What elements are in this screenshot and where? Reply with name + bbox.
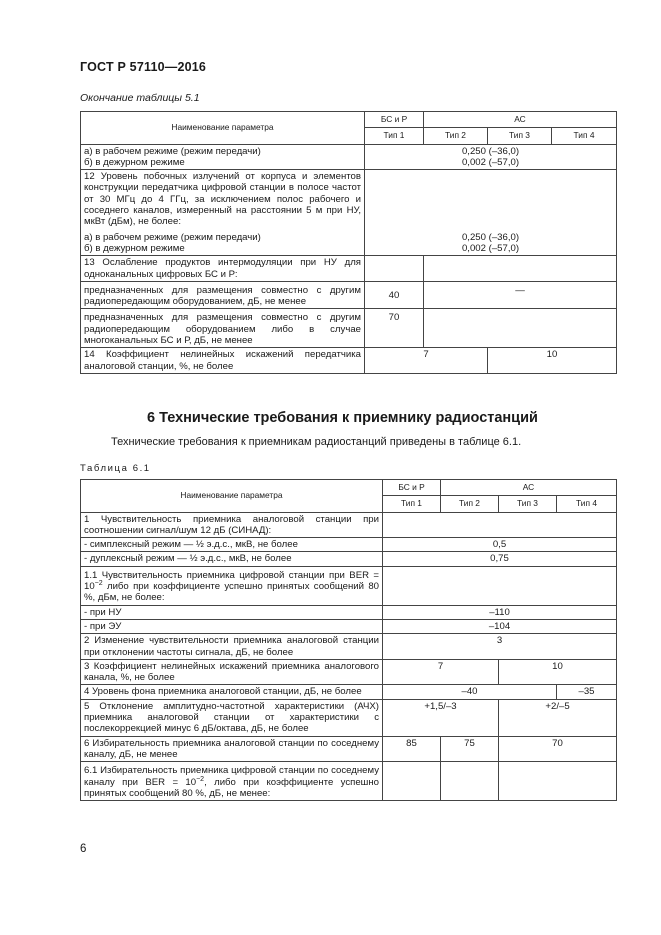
- row12-value-b: 0,002 (–57,0): [461, 242, 520, 254]
- row6-type2: 75: [441, 736, 499, 762]
- table-row: [81, 348, 617, 374]
- row13-sub1-as: —: [424, 281, 617, 309]
- table-row: [81, 512, 617, 538]
- row11-nu-label: - при НУ: [81, 605, 383, 619]
- row6-type1: 85: [383, 736, 441, 762]
- row6-type34: 70: [499, 736, 617, 762]
- row12-text: 12 Уровень побочных излучений от корпуса и элементов конструкции передатчика цифровой станции в полосе частот от 30 МГц до 4 ГГц, за исключением полос рабочего и соседнего каналов, измеренный на расстоянии 5 м при НУ, мкВт (дБм), не более:: [84, 171, 361, 228]
- row11-eu-label: - при ЭУ: [81, 619, 383, 633]
- table-row: [81, 605, 617, 619]
- row1-duplex-label: - дуплексный режим — ½ э.д.с., мкВ, не более: [81, 552, 383, 566]
- table-row: [81, 699, 617, 736]
- header-type4: Тип 4: [552, 128, 617, 144]
- header-param: Наименование параметра: [81, 112, 365, 145]
- table-row: [81, 170, 617, 256]
- row12-value-a: 0,250 (–36,0): [461, 231, 520, 243]
- header-bs-r: БС и Р: [383, 480, 441, 496]
- document-header: ГОСТ Р 57110—2016: [80, 60, 207, 74]
- header-type1: Тип 1: [365, 128, 424, 144]
- row11-text: 1.1 Чувствительность приемника цифровой станции при BER = $10^{-2}$ либо при коэффициенте успешно принятых сообщений 80 %, дБм, не более:: [81, 566, 383, 605]
- row13-sub2-bs: 70: [365, 309, 424, 348]
- table-row: [81, 659, 617, 685]
- table-5-1: [80, 111, 617, 374]
- table-row: [81, 281, 617, 309]
- header-type3: Тип 3: [488, 128, 552, 144]
- row12-label-a: а) в рабочем режиме (режим передачи): [84, 231, 261, 243]
- row3-value-left: 7: [383, 659, 499, 685]
- row4-text: 4 Уровень фона приемника аналоговой станции, дБ, не более: [81, 685, 383, 699]
- table-row: [81, 634, 617, 660]
- row14-value-left: 7: [365, 348, 488, 374]
- table-row: [81, 566, 617, 605]
- table-row: [81, 762, 617, 801]
- header-bs-r: БС и Р: [365, 112, 424, 128]
- row-b-value: 0,002 (–57,0): [461, 156, 520, 168]
- table-row: [81, 309, 617, 348]
- row5-value-right: +2/–5: [499, 699, 617, 736]
- row1-simplex-value: 0,5: [383, 538, 617, 552]
- row13-sub1-bs: 40: [365, 281, 424, 309]
- row13-sub1-label: предназначенных для размещения совместно с другим радиопередающим оборудованием, дБ, не менее: [81, 281, 365, 309]
- table-row: [81, 685, 617, 699]
- header-as: АС: [441, 480, 617, 496]
- row-a-label: а) в рабочем режиме (режим передачи): [84, 145, 261, 157]
- section-6-paragraph: Технические требования к приемникам радиостанций приведены в таблице 6.1.: [111, 436, 522, 448]
- row3-text: 3 Коэффициент нелинейных искажений приемника аналогового канала, %, не более: [81, 659, 383, 685]
- table-row: [81, 144, 617, 170]
- row2-value: 3: [383, 634, 617, 660]
- header-type2: Тип 2: [441, 496, 499, 512]
- row2-text: 2 Изменение чувствительности приемника аналоговой станции при отклонении частоты сигнала, дБ, не более: [81, 634, 383, 660]
- header-type4: Тип 4: [557, 496, 617, 512]
- table-row: [81, 736, 617, 762]
- row4-value-left: –40: [383, 685, 557, 699]
- row3-value-right: 10: [499, 659, 617, 685]
- row11-nu-value: –110: [383, 605, 617, 619]
- row5-value-left: +1,5/–3: [383, 699, 499, 736]
- row6-text: 6 Избирательность приемника аналоговой станции по соседнему каналу, дБ, не менее: [81, 736, 383, 762]
- row13-text: 13 Ослабление продуктов интермодуляции при НУ для одноканальных цифровых БС и Р:: [81, 256, 365, 282]
- table-row: [81, 552, 617, 566]
- row1-simplex-label: - симплексный режим — ½ э.д.с., мкВ, не более: [81, 538, 383, 552]
- row14-text: 14 Коэффициент нелинейных искажений передатчика аналоговой станции, %, не более: [81, 348, 365, 374]
- row12-label-b: б) в дежурном режиме: [84, 242, 185, 254]
- row14-value-right: 10: [488, 348, 617, 374]
- row1-duplex-value: 0,75: [383, 552, 617, 566]
- row1-text: 1 Чувствительность приемника аналоговой станции при соотношении сигнал/шум 12 дБ (СИНАД):: [81, 512, 383, 538]
- table-row: [81, 619, 617, 633]
- row5-text: 5 Отклонение амплитудно-частотной характеристики (АЧХ) приемника аналоговой станции от характеристики с послекоррекцией минус 6 дБ/октава, дБ, не более: [81, 699, 383, 736]
- row4-value-right: –35: [557, 685, 617, 699]
- row13-sub2-label: предназначенных для размещения совместно с другим радиопередающим оборудованием либо в случае многоканальных БС и Р, дБ, не менее: [81, 309, 365, 348]
- header-as: АС: [424, 112, 617, 128]
- table-6-1-caption: Таблица 6.1: [80, 463, 151, 474]
- row-b-label: б) в дежурном режиме: [84, 156, 185, 168]
- table-row: [81, 538, 617, 552]
- row61-text: 6.1 Избирательность приемника цифровой станции по соседнему каналу при BER = $10^{-2}$, либо при коэффициенте успешно принятых сообщений 80 %, дБ, не менее:: [81, 762, 383, 801]
- table-5-1-caption: Окончание таблицы 5.1: [80, 92, 200, 104]
- header-param: Наименование параметра: [81, 480, 383, 513]
- header-type3: Тип 3: [499, 496, 557, 512]
- page-number: 6: [80, 843, 87, 855]
- table-row: [81, 256, 617, 282]
- row-a-value: 0,250 (–36,0): [461, 145, 520, 157]
- section-6-title: 6 Технические требования к приемнику радиостанций: [147, 410, 538, 426]
- header-type1: Тип 1: [383, 496, 441, 512]
- table-6-1: [80, 479, 617, 801]
- row11-eu-value: –104: [383, 619, 617, 633]
- header-type2: Тип 2: [424, 128, 488, 144]
